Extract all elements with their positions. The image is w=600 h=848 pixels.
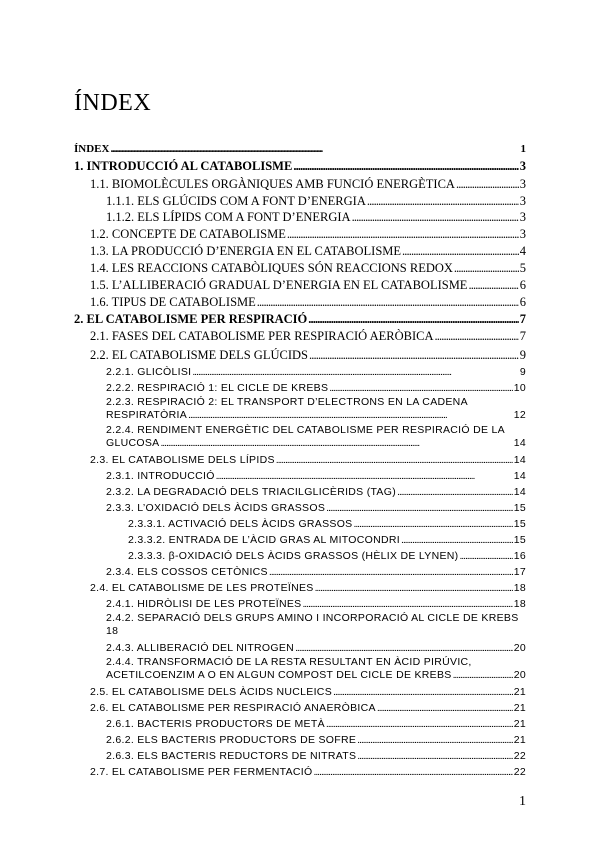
leader-dots <box>257 295 519 309</box>
toc-entry-label: 1.1.1. ELS GLÚCIDS COM A FONT D’ENERGIA <box>106 194 366 208</box>
toc-entry-1-1-2[interactable] <box>106 210 526 224</box>
toc-entry-1-2[interactable] <box>90 227 526 241</box>
toc-entry-2-3-3-3[interactable] <box>128 550 526 562</box>
leader-dots <box>367 194 519 208</box>
leader-dots <box>295 642 513 654</box>
toc-entry-label: 2.3.4. ELS COSSOS CETÒNICS <box>106 566 268 578</box>
toc-entry-2-4-4[interactable] <box>106 656 526 681</box>
toc-entry-label: 2.3.3. L’OXIDACIÓ DELS ÀCIDS GRASSOS <box>106 502 326 514</box>
leader-dots <box>353 518 512 530</box>
toc-entry-2-3-3-1[interactable] <box>128 518 526 530</box>
toc-entry-page: 17 <box>513 566 526 578</box>
toc-entry-chapter-1[interactable] <box>74 159 526 173</box>
toc-entry-2-2-2[interactable] <box>106 382 526 394</box>
page-title: ÍNDEX <box>74 90 152 116</box>
leader-dots <box>326 718 513 730</box>
leader-dots <box>287 227 519 241</box>
toc-entry-label: 2.3.1. INTRODUCCIÓ <box>106 470 215 482</box>
page-number: 1 <box>519 794 526 809</box>
toc-entry-page: 22 <box>513 766 526 778</box>
leader-dots <box>397 486 513 498</box>
toc-entry-label: 2.3. EL CATABOLISME DELS LÍPIDS <box>90 454 275 466</box>
toc-entry-page: 10 <box>513 382 526 394</box>
leader-dots <box>314 766 513 778</box>
toc-entry-chapter-2[interactable] <box>74 312 526 326</box>
toc-entry-page: 9 <box>519 366 526 378</box>
toc-entry-label: 2. EL CATABOLISME PER RESPIRACIÓ <box>74 312 308 326</box>
toc-entry-page: 5 <box>519 261 526 275</box>
toc-entry-label: 2.3.3.3. β-OXIDACIÓ DELS ÀCIDS GRASSOS (HÈLIX DE LYNEN) <box>128 550 459 562</box>
toc-entry-page: 16 <box>513 550 526 562</box>
toc-entry-label: 2.5. EL CATABOLISME DELS ÀCIDS NUCLEICS <box>90 686 332 698</box>
toc-entry-label: 2.2. EL CATABOLISME DELS GLÚCIDS <box>90 348 308 362</box>
toc-entry-page: 15 <box>513 502 526 514</box>
toc-entry-index[interactable] <box>74 143 526 156</box>
leader-dots <box>192 366 519 378</box>
toc-entry-page: 3 <box>519 227 526 241</box>
toc-entry-page: 9 <box>519 348 526 362</box>
toc-entry-line2 <box>106 437 526 449</box>
toc-entry-label: 2.3.2. LA DEGRADACIÓ DELS TRIACILGLICÈRIDS (TAG) <box>106 486 397 498</box>
toc-entry-2-3[interactable] <box>90 454 526 466</box>
toc-entry-label: 2.1. FASES DEL CATABOLISME PER RESPIRACIÓ AERÒBICA <box>90 329 434 343</box>
toc-entry-2-2-4[interactable] <box>106 424 526 449</box>
toc-entry-label: 1.1. BIOMOLÈCULES ORGÀNIQUES AMB FUNCIÓ ENERGÈTICA <box>90 177 455 191</box>
leader-dots <box>302 598 512 610</box>
toc-entry-2-3-3[interactable] <box>106 502 526 514</box>
leader-dots <box>352 210 519 224</box>
leader-dots <box>315 582 513 594</box>
toc-entry-label: 2.6.3. ELS BACTERIS REDUCTORS DE NITRATS <box>106 750 357 762</box>
leader-dots <box>160 437 512 449</box>
toc-entry-label-line1: 2.2.4. RENDIMENT ENERGÈTIC DEL CATABOLISME PER RESPIRACIÓ DE LA <box>106 424 505 436</box>
toc-entry-page: 3 <box>519 194 526 208</box>
toc-entry-label: ACETILCOENZIM A O EN ALGUN COMPOST DEL CICLE DE KREBS <box>106 669 452 681</box>
leader-dots <box>309 348 519 362</box>
table-of-contents <box>74 0 526 848</box>
toc-entry-2-1[interactable] <box>90 329 526 343</box>
toc-entry-2-6[interactable] <box>90 702 526 714</box>
leader-dots <box>308 312 518 326</box>
leader-dots <box>454 261 519 275</box>
toc-entry-label: 1.6. TIPUS DE CATABOLISME <box>90 295 256 309</box>
toc-entry-page: 6 <box>519 295 526 309</box>
toc-entry-label: 2.4.1. HIDRÒLISI DE LES PROTEÏNES <box>106 598 302 610</box>
toc-entry-2-4-1[interactable] <box>106 598 526 610</box>
toc-entry-label: RESPIRATÒRIA <box>106 409 188 421</box>
toc-entry-label: 2.6.1. BACTERIS PRODUCTORS DE METÀ <box>106 718 325 730</box>
toc-entry-1-5[interactable] <box>90 278 526 292</box>
toc-entry-page: 1 <box>520 143 526 155</box>
leader-dots <box>357 734 513 746</box>
leader-dots <box>456 177 519 191</box>
toc-entry-label: 2.6.2. ELS BACTERIS PRODUCTORS DE SOFRE <box>106 734 357 746</box>
leader-dots <box>188 409 513 421</box>
leader-dots <box>402 244 519 258</box>
leader-dots <box>333 686 513 698</box>
toc-entry-label: 1.1.2. ELS LÍPIDS COM A FONT D’ENERGIA <box>106 210 351 224</box>
leader-dots <box>326 502 513 514</box>
toc-entry-1-1-1[interactable] <box>106 194 526 208</box>
toc-entry-2-5[interactable] <box>90 686 526 698</box>
toc-entry-2-6-3[interactable] <box>106 750 526 762</box>
toc-entry-page: 22 <box>513 750 526 762</box>
leader-dots <box>293 159 518 173</box>
toc-entry-page: 18 <box>106 625 119 637</box>
toc-entry-line2 <box>106 409 526 421</box>
toc-entry-page: 21 <box>513 718 526 730</box>
toc-entry-label: 1.2. CONCEPTE DE CATABOLISME <box>90 227 286 241</box>
leader-dots <box>110 143 519 156</box>
toc-entry-label: ÍNDEX <box>74 143 110 155</box>
toc-entry-label: 1. INTRODUCCIÓ AL CATABOLISME <box>74 159 293 173</box>
leader-dots <box>216 470 513 482</box>
toc-entry-label: 2.7. EL CATABOLISME PER FERMENTACIÓ <box>90 766 313 778</box>
toc-entry-page: 3 <box>519 177 526 191</box>
toc-entry-2-7[interactable] <box>90 766 526 778</box>
toc-entry-1-1[interactable] <box>90 177 526 191</box>
leader-dots <box>453 669 513 681</box>
toc-entry-2-6-1[interactable] <box>106 718 526 730</box>
toc-entry-label: 2.2.2. RESPIRACIÓ 1: EL CICLE DE KREBS <box>106 382 329 394</box>
toc-entry-1-3[interactable] <box>90 244 526 258</box>
toc-entry-2-4-2[interactable] <box>106 612 526 638</box>
toc-entry-page: 21 <box>513 734 526 746</box>
toc-entry-1-4[interactable] <box>90 261 526 275</box>
toc-entry-label: 2.4.3. ALLIBERACIÓ DEL NITROGEN <box>106 642 295 654</box>
leader-dots <box>435 329 519 343</box>
toc-entry-2-3-4[interactable] <box>106 566 526 578</box>
toc-entry-page: 12 <box>513 409 526 421</box>
toc-entry-page: 21 <box>513 702 526 714</box>
toc-entry-2-2-3[interactable] <box>106 396 526 421</box>
toc-entry-2-3-3-2[interactable] <box>128 534 526 546</box>
leader-dots <box>269 566 513 578</box>
toc-entry-label: 1.4. LES REACCIONS CATABÒLIQUES SÓN REACCIONS REDOX <box>90 261 453 275</box>
toc-entry-page: 20 <box>513 642 526 654</box>
toc-entry-page: 20 <box>513 669 526 681</box>
toc-entry-page: 3 <box>519 210 526 224</box>
toc-entry-page: 21 <box>513 686 526 698</box>
toc-entry-page: 14 <box>513 454 526 466</box>
toc-entry-page: 4 <box>519 244 526 258</box>
toc-entry-label: 2.3.3.2. ENTRADA DE L’ÀCID GRAS AL MITOCONDRI <box>128 534 400 546</box>
leader-dots <box>329 382 512 394</box>
toc-entry-label-line1: 2.4.2. SEPARACIÓ DELS GRUPS AMINO I INCORPORACIÓ AL CICLE DE KREBS <box>106 612 519 624</box>
toc-entry-2-4-3[interactable] <box>106 642 526 654</box>
toc-entry-page: 15 <box>513 534 526 546</box>
toc-entry-page: 14 <box>513 486 526 498</box>
toc-entry-label: 2.2.1. GLICÒLISI <box>106 366 192 378</box>
toc-entry-2-3-1[interactable] <box>106 470 526 482</box>
toc-entry-label: 1.3. LA PRODUCCIÓ D’ENERGIA EN EL CATABOLISME <box>90 244 402 258</box>
toc-entry-2-4[interactable] <box>90 582 526 594</box>
leader-dots <box>276 454 513 466</box>
toc-entry-page: 7 <box>519 312 526 326</box>
leader-dots <box>468 278 518 292</box>
toc-entry-label-line1: 2.4.4. TRANSFORMACIÓ DE LA RESTA RESULTANT EN ÀCID PIRÚVIC, <box>106 656 472 668</box>
toc-entry-page: 7 <box>519 329 526 343</box>
toc-entry-page: 15 <box>513 518 526 530</box>
toc-entry-label-line1: 2.2.3. RESPIRACIÓ 2: EL TRANSPORT D’ELECTRONS EN LA CADENA <box>106 396 468 408</box>
toc-entry-line2 <box>106 669 526 681</box>
leader-dots <box>401 534 513 546</box>
toc-entry-page: 14 <box>513 470 526 482</box>
leader-dots <box>377 702 513 714</box>
toc-entry-page: 18 <box>513 582 526 594</box>
toc-entry-page: 3 <box>519 159 526 173</box>
toc-entry-label: 2.6. EL CATABOLISME PER RESPIRACIÓ ANAERÒBICA <box>90 702 376 714</box>
toc-entry-label: 1.5. L’ALLIBERACIÓ GRADUAL D’ENERGIA EN EL CATABOLISME <box>90 278 468 292</box>
toc-entry-1-6[interactable] <box>90 295 526 309</box>
toc-entry-page: 6 <box>519 278 526 292</box>
toc-entry-label: GLUCOSA <box>106 437 160 449</box>
leader-dots <box>357 750 512 762</box>
toc-entry-2-2[interactable] <box>90 348 526 362</box>
toc-entry-2-6-2[interactable] <box>106 734 526 746</box>
toc-entry-2-3-2[interactable] <box>106 486 526 498</box>
toc-entry-page: 18 <box>513 598 526 610</box>
toc-entry-page: 14 <box>513 437 526 449</box>
leader-dots <box>459 550 512 562</box>
toc-entry-2-2-1[interactable] <box>106 366 526 378</box>
toc-entry-label: 2.4. EL CATABOLISME DE LES PROTEÏNES <box>90 582 314 594</box>
toc-entry-label: 2.3.3.1. ACTIVACIÓ DELS ÀCIDS GRASSOS <box>128 518 353 530</box>
